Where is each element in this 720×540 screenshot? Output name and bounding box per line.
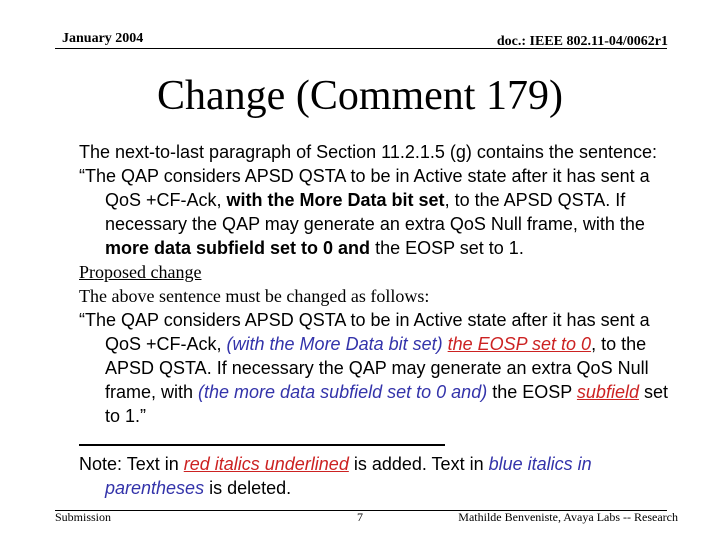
revised-quote-text-4: set to 1.” [105,382,668,426]
divider-line [79,428,445,452]
proposed-change-heading: Proposed change [79,262,202,282]
header-doc-id: doc.: IEEE 802.11-04/0062r1 [496,34,668,49]
note-text-3: is deleted. [204,478,292,498]
revised-quote-text: “The QAP considers APSD QSTA to be in Active state after it has sent a QoS +CF-Ack, [79,310,650,354]
slide-title: Change (Comment 179) [157,73,563,119]
note-deleted-example: blue italics in parentheses [105,454,592,498]
deleted-text-more-data: (with the More Data bit set) [226,334,443,354]
revised-quote-text-3: the EOSP [487,382,577,402]
deleted-text-subfield: (the more data subfield set to 0 and) [198,382,488,402]
legend-note [79,452,684,500]
note-text-2: is added. Text in [348,454,489,474]
slide-body [79,140,684,500]
footer-author: Mathilde Benveniste, Avaya Labs -- Research [458,510,678,524]
note-text: Note: Text in [79,454,184,474]
revised-quote-text-2: , to the APSD QSTA. If necessary the QAP may generate an extra QoS Null frame, with [105,334,649,402]
added-text-subfield: subfield [576,382,639,402]
header-date: January 2004 [62,31,144,46]
revised-quote [79,308,684,428]
footer-page-number: 7 [357,510,363,524]
header-rule [55,48,667,49]
original-quote-bold-subfield: more data subfield set to 0 and [105,238,371,258]
intro-paragraph: The next-to-last paragraph of Section 11.2.1.5 (g) contains the sentence: [79,142,658,162]
footer-submission: Submission [55,510,112,524]
note-added-example: red italics underlined [183,454,349,474]
original-quote-text-2: , to the APSD QSTA. If necessary the QAP may generate an extra QoS Null frame, with the [105,190,645,234]
original-quote-text-3: the EOSP set to 1. [370,238,524,258]
original-quote-text: “The QAP considers APSD QSTA to be in Active state after it has sent a QoS +CF-Ack, [79,166,650,210]
added-text-eosp: the EOSP set to 0 [447,334,592,354]
proposed-change-text: The above sentence must be changed as follows: [79,286,430,306]
original-quote-bold-more-data: with the More Data bit set [226,190,445,210]
original-quote [79,164,684,260]
